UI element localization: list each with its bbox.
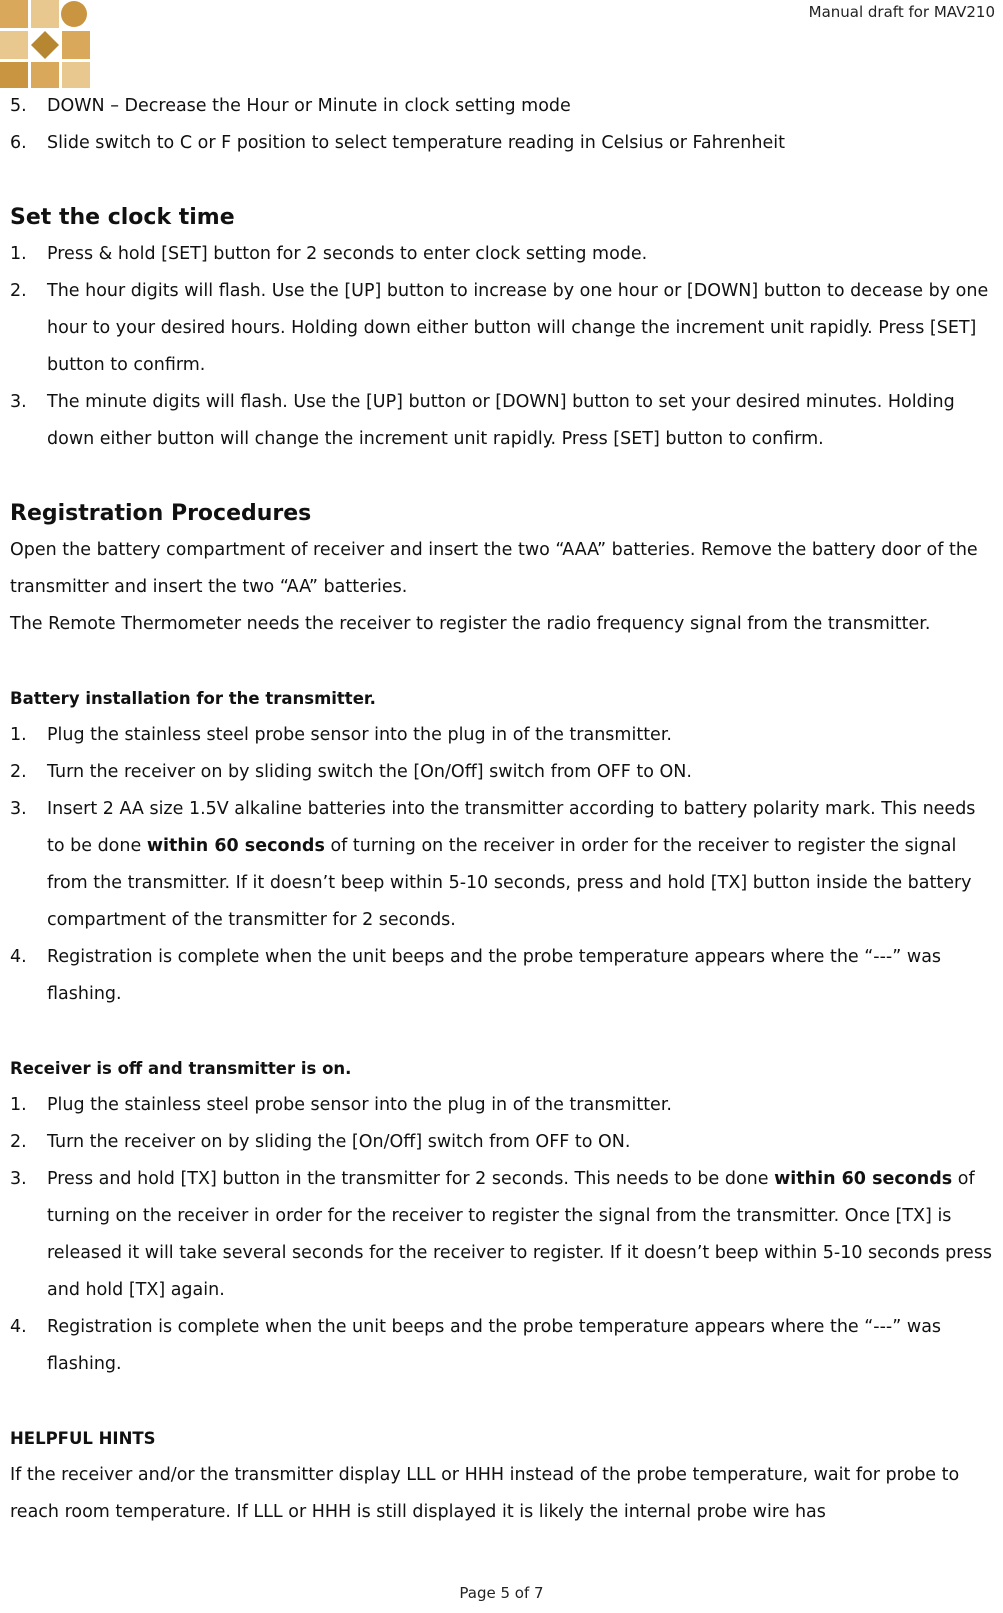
list-item bbox=[10, 125, 996, 162]
document-header-title: Manual draft for MAV210 bbox=[808, 3, 995, 21]
item-number: 1. bbox=[10, 725, 27, 745]
list-item bbox=[10, 791, 996, 939]
item-number: 5. bbox=[10, 96, 27, 116]
item-number: 2. bbox=[10, 762, 27, 782]
subheading-receiver-off: Receiver is off and transmitter is on. bbox=[10, 1059, 352, 1078]
list-item bbox=[10, 88, 996, 125]
registration-paragraph: The Remote Thermometer needs the receiver to register the radio frequency signal from the transmitter. bbox=[10, 614, 931, 634]
registration-paragraph: Open the battery compartment of receiver and insert the two “AAA” batteries. Remove the battery door of the transmitter and insert the two “AA” batteries. bbox=[10, 540, 978, 597]
item-number: 4. bbox=[10, 947, 27, 967]
hints-paragraph: If the receiver and/or the transmitter display LLL or HHH instead of the probe temperature, wait for probe to reach room temperature. If LLL or HHH is still displayed it is likely the internal probe wire has bbox=[10, 1465, 960, 1522]
receiver-steps-list bbox=[10, 1087, 996, 1383]
emphasis-text: within 60 seconds bbox=[146, 836, 325, 856]
item-text: of turning on the receiver in order for the receiver to register the signal from the transmitter. If it doesn’t beep within 5-10 seconds, press and hold [TX] button inside the battery compartment of the transmitter for 2 seconds. bbox=[47, 836, 972, 930]
item-number: 4. bbox=[10, 1317, 27, 1337]
item-text: The minute digits will flash. Use the [UP] button or [DOWN] button to set your desired minutes. Holding down either button will change the increment unit rapidly. Press [SET] button to confirm. bbox=[47, 392, 955, 449]
list-item bbox=[10, 1087, 996, 1124]
section-heading-clock: Set the clock time bbox=[10, 205, 235, 230]
list-item bbox=[10, 939, 996, 1013]
item-text: of turning on the receiver in order for the receiver to register the signal from the transmitter. Once [TX] is released it will take several seconds for the receiver to register. If it doesn’t beep within 5-10 seconds press and hold [TX] again. bbox=[47, 1169, 993, 1300]
item-number: 3. bbox=[10, 1169, 27, 1189]
item-text: Press & hold [SET] button for 2 seconds to enter clock setting mode. bbox=[47, 244, 648, 264]
list-item bbox=[10, 1161, 996, 1309]
page-content bbox=[10, 88, 996, 1531]
list-item bbox=[10, 717, 996, 754]
item-number: 6. bbox=[10, 133, 27, 153]
item-text: Plug the stainless steel probe sensor into the plug in of the transmitter. bbox=[47, 725, 672, 745]
item-number: 1. bbox=[10, 1095, 27, 1115]
item-text: Turn the receiver on by sliding switch the [On/Off] switch from OFF to ON. bbox=[47, 762, 692, 782]
item-text: Plug the stainless steel probe sensor into the plug in of the transmitter. bbox=[47, 1095, 672, 1115]
list-item bbox=[10, 1124, 996, 1161]
section-heading-registration: Registration Procedures bbox=[10, 501, 312, 526]
subheading-battery-installation: Battery installation for the transmitter. bbox=[10, 689, 376, 708]
item-number: 2. bbox=[10, 281, 27, 301]
list-item bbox=[10, 236, 996, 273]
item-number: 2. bbox=[10, 1132, 27, 1152]
item-text: Registration is complete when the unit beeps and the probe temperature appears where the “---” was flashing. bbox=[47, 947, 942, 1004]
item-text: Registration is complete when the unit beeps and the probe temperature appears where the “---” was flashing. bbox=[47, 1317, 942, 1374]
page-number: Page 5 of 7 bbox=[459, 1584, 544, 1602]
list-item bbox=[10, 754, 996, 791]
list-item bbox=[10, 1309, 996, 1383]
emphasis-text: within 60 seconds bbox=[774, 1169, 953, 1189]
item-text: Insert 2 AA size 1.5V alkaline batteries into the transmitter according to battery polarity mark. This needs to be done bbox=[47, 799, 976, 856]
item-text: Turn the receiver on by sliding the [On/Off] switch from OFF to ON. bbox=[47, 1132, 631, 1152]
item-number: 1. bbox=[10, 244, 27, 264]
clock-steps-list bbox=[10, 236, 996, 458]
item-text: Slide switch to C or F position to select temperature reading in Celsius or Fahrenheit bbox=[47, 133, 785, 153]
item-number: 3. bbox=[10, 799, 27, 819]
list-item bbox=[10, 273, 996, 384]
item-text: Press and hold [TX] button in the transmitter for 2 seconds. This needs to be done bbox=[47, 1169, 775, 1189]
item-text: The hour digits will flash. Use the [UP] button to increase by one hour or [DOWN] button to decease by one hour to your desired hours. Holding down either button will change the increment unit rapidly. Press [SET] button to confirm. bbox=[47, 281, 989, 375]
item-text: DOWN – Decrease the Hour or Minute in clock setting mode bbox=[47, 96, 571, 116]
list-item bbox=[10, 384, 996, 458]
battery-steps-list bbox=[10, 717, 996, 1013]
subheading-helpful-hints: HELPFUL HINTS bbox=[10, 1429, 156, 1448]
company-logo bbox=[0, 0, 90, 88]
item-number: 3. bbox=[10, 392, 27, 412]
intro-list bbox=[10, 88, 996, 162]
